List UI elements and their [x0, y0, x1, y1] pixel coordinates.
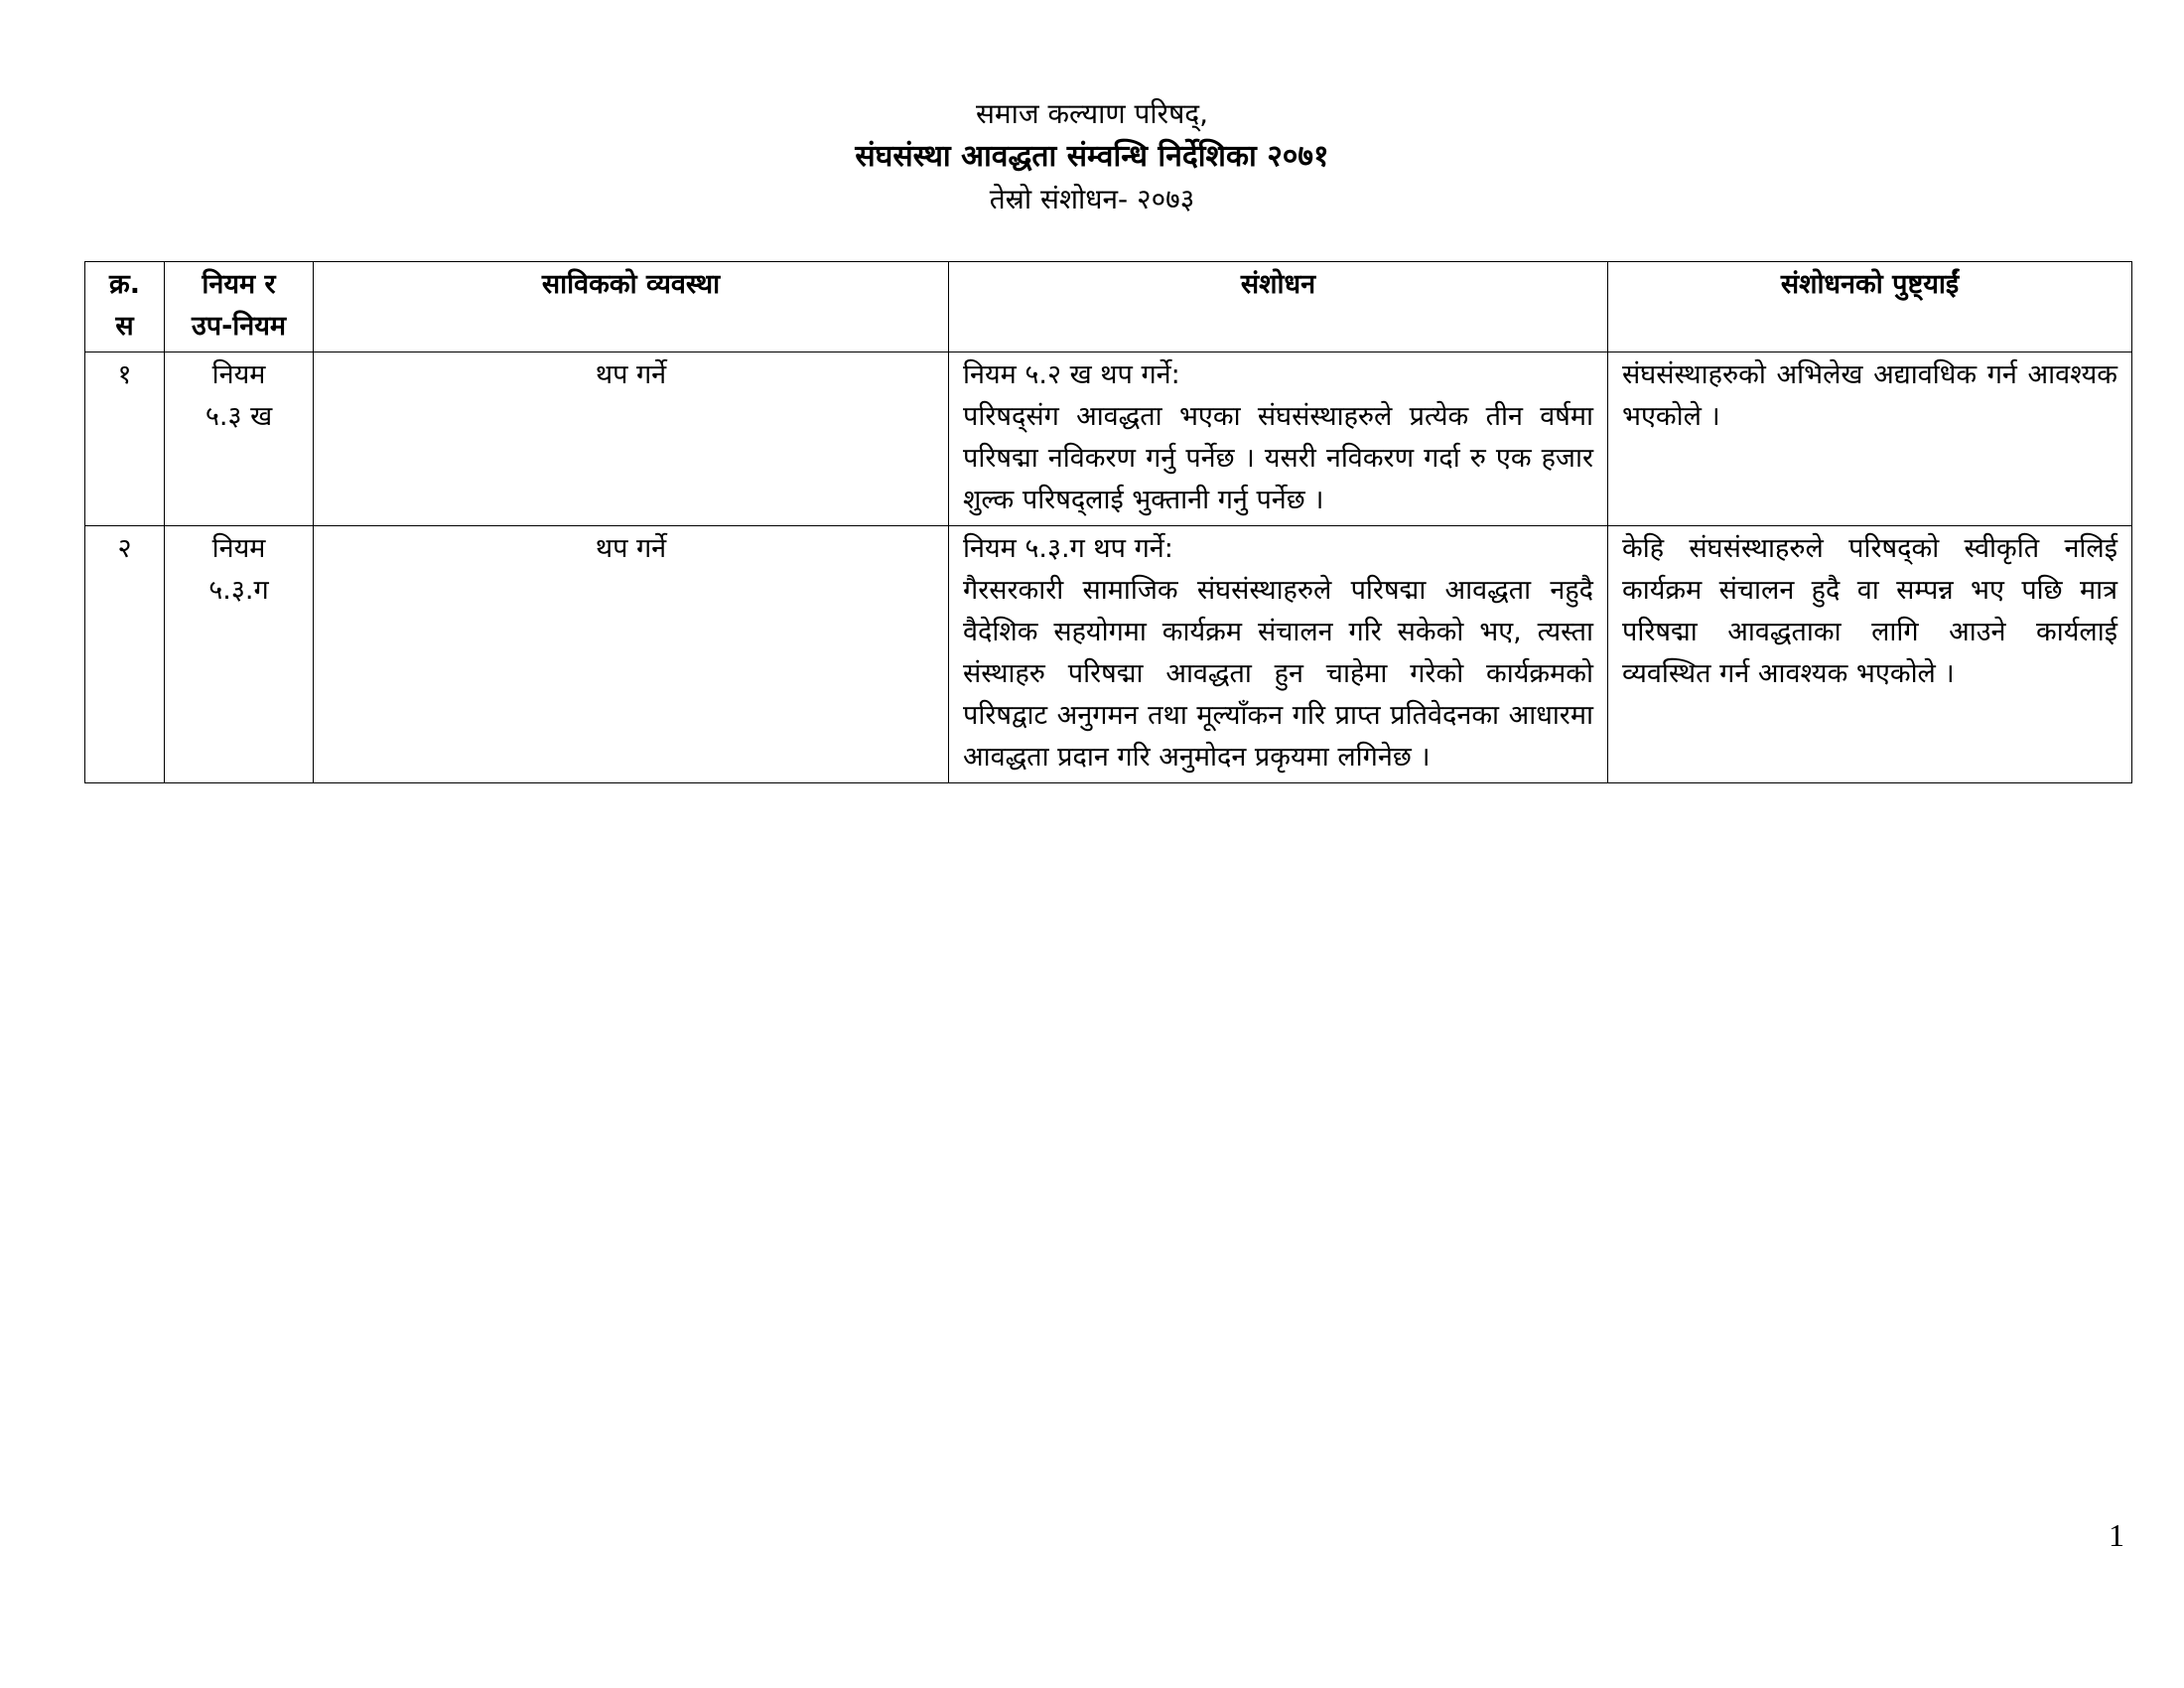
row-amendment-heading: नियम ५.३.ग थप गर्ने:: [963, 533, 1173, 564]
row-rule-line2: ५.३ ख: [205, 401, 273, 432]
organization-name: समाज कल्याण परिषद्,: [975, 97, 1209, 130]
table-row: [85, 352, 2132, 526]
header-rule-line2: उप-नियम: [191, 311, 287, 342]
document-header: [0, 93, 2184, 220]
header-previous: साविकको व्यवस्था: [314, 262, 949, 352]
row-amendment: [949, 352, 1608, 526]
document-title: संघसंस्था आवद्धता संम्वन्धि निर्देशिका २०७१: [855, 139, 1329, 174]
row-justification: केहि संघसंस्थाहरुले परिषद्को स्वीकृति नलिई कार्यक्रम संचालन हुदै वा सम्पन्न भए पछि मात्र परिषद्मा आवद्धताका लागि आउने कार्यलाई व्यवस्थित गर्न आवश्यक भएकोले ।: [1608, 526, 2132, 783]
header-serial: [85, 262, 165, 352]
row-amendment-body: गैरसरकारी सामाजिक संघसंस्थाहरुले परिषद्मा आवद्धता नहुदै वैदेशिक सहयोगमा कार्यक्रम संचालन गरि सकेको भए, त्यस्ता संस्थाहरु परिषद्मा आवद्धता हुन चाहेमा गरेको कार्यक्रमको परिषद्वाट अनुगमन तथा मूल्याँकन गरि प्राप्त प्रतिवेदनका आधारमा आवद्धता प्रदान गरि अनुमोदन प्रकृयमा लगिनेछ ।: [963, 575, 1593, 773]
row-amendment-body: परिषद्संग आवद्धता भएका संघसंस्थाहरुले प्रत्येक तीन वर्षमा परिषद्मा नविकरण गर्नु पर्नेछ । यसरी नविकरण गर्दा रु एक हजार शुल्क परिषद्लाई भुक्तानी गर्नु पर्नेछ ।: [963, 401, 1593, 515]
row-justification: संघसंस्थाहरुको अभिलेख अद्यावधिक गर्न आवश्यक भएकोले ।: [1608, 352, 2132, 526]
row-rule-line1: नियम: [211, 533, 266, 564]
row-serial: २: [85, 526, 165, 783]
row-amendment-heading: नियम ५.२ ख थप गर्ने:: [963, 359, 1180, 390]
row-rule-line1: नियम: [211, 359, 266, 390]
header-amendment: संशोधन: [949, 262, 1608, 352]
row-rule: [165, 526, 314, 783]
table-row: [85, 526, 2132, 783]
amendment-table: [84, 261, 2132, 783]
row-previous: थप गर्ने: [314, 352, 949, 526]
header-rule-line1: नियम र: [202, 269, 276, 300]
table-header-row: [85, 262, 2132, 352]
row-amendment: [949, 526, 1608, 783]
header-justification: संशोधनको पुष्ट्याईं: [1608, 262, 2132, 352]
header-serial-line2: स: [115, 311, 134, 342]
row-rule-line2: ५.३.ग: [208, 575, 269, 606]
row-rule: [165, 352, 314, 526]
row-serial: १: [85, 352, 165, 526]
header-rule: [165, 262, 314, 352]
document-subtitle: तेस्रो संशोधन- २०७३: [989, 183, 1195, 215]
header-serial-line1: क्र.: [109, 269, 140, 300]
page-number: 1: [2109, 1517, 2124, 1553]
row-previous: थप गर्ने: [314, 526, 949, 783]
